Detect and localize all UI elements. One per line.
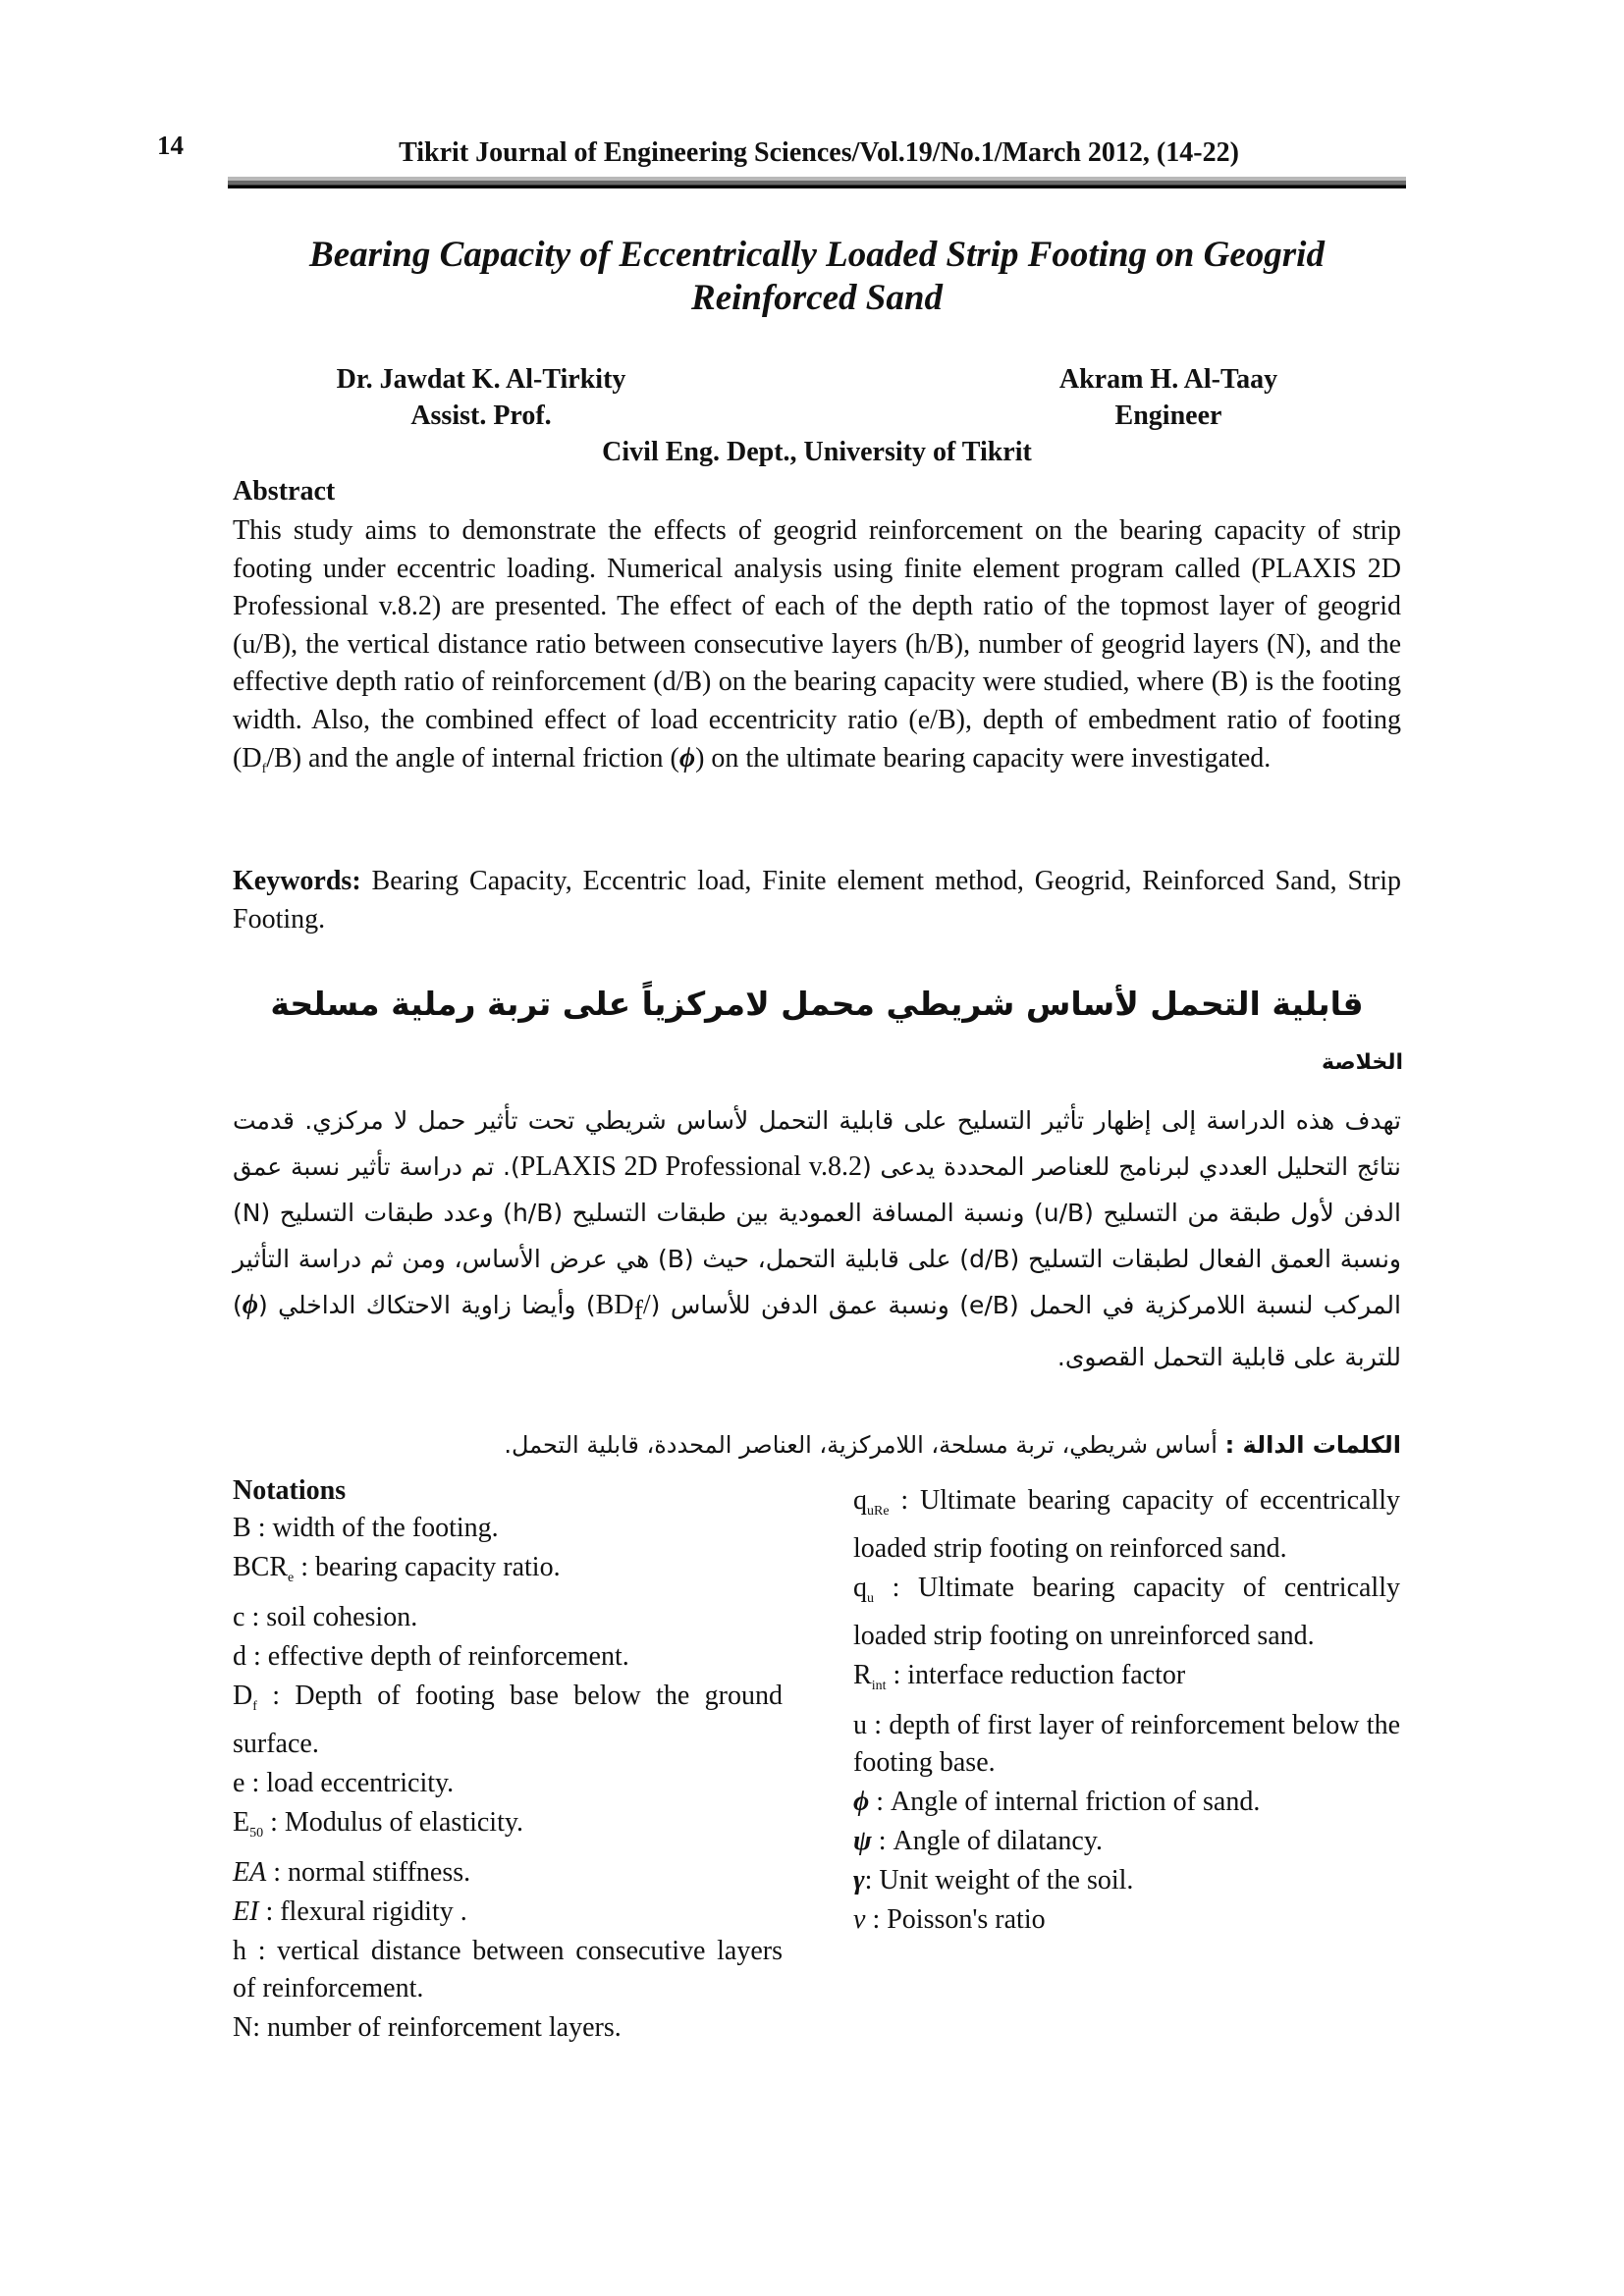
page-number: 14 (157, 131, 184, 160)
notation-symbol: q (853, 1485, 867, 1516)
notation-subscript: int (871, 1679, 887, 1693)
notation-item (233, 2009, 783, 2047)
arabic-program-name: PLAXIS 2D Professional v.8.2 (519, 1151, 862, 1182)
notation-symbol: d (233, 1641, 246, 1672)
arabic-abstract-heading: الخلاصة (1322, 1050, 1403, 1075)
author-role: Engineer (1114, 400, 1222, 431)
notations-left-column (233, 1472, 783, 2049)
notation-item (233, 1894, 783, 1931)
notation-definition: : width of the footing. (250, 1513, 499, 1543)
notation-symbol: D (233, 1681, 253, 1711)
notation-item (233, 1933, 783, 2007)
notation-item (233, 1765, 783, 1802)
notation-symbol: q (853, 1573, 867, 1603)
notation-symbol: BCR (233, 1552, 289, 1582)
abstract-body (233, 512, 1401, 788)
notation-symbol: EI (233, 1896, 259, 1927)
notation-definition: : bearing capacity ratio. (294, 1552, 561, 1582)
notation-item (853, 1784, 1400, 1821)
notation-item (233, 1510, 783, 1547)
notation-symbol: γ (853, 1865, 865, 1896)
notation-definition: : interface reduction factor (886, 1660, 1186, 1690)
notation-item (853, 1570, 1400, 1655)
notation-definition: : Angle of internal friction of sand. (869, 1787, 1261, 1817)
notation-definition: : Angle of dilatancy. (871, 1826, 1104, 1856)
running-head: Tikrit Journal of Engineering Sciences/Vol.19/No.1/March 2012, (14-22) (399, 137, 1239, 168)
affiliation: Civil Eng. Dept., University of Tikrit (602, 437, 1032, 467)
notation-item (853, 1657, 1400, 1705)
notation-subscript: f (252, 1699, 257, 1714)
arabic-df-symbol: /BD (595, 1290, 651, 1320)
notation-item (853, 1707, 1400, 1782)
notation-definition: : effective depth of reinforcement. (246, 1641, 629, 1672)
notation-definition: : Modulus of elasticity. (263, 1807, 524, 1838)
paper-title (228, 234, 1406, 320)
arabic-keywords-label: الكلمات الدالة : (1224, 1431, 1401, 1459)
notation-symbol: e (233, 1768, 245, 1798)
notation-definition: : depth of first layer of reinforcement below the footing base. (853, 1710, 1400, 1778)
title-line-1: Bearing Capacity of Eccentrically Loaded Strip Footing on Geogrid (309, 235, 1325, 275)
notation-item (853, 1823, 1400, 1860)
notation-definition: : load eccentricity. (244, 1768, 455, 1798)
notation-symbol: ψ (853, 1826, 872, 1856)
keywords-label: Keywords: (233, 866, 361, 896)
notation-definition: : soil cohesion. (244, 1602, 418, 1632)
notation-subscript: u (867, 1591, 874, 1606)
notation-symbol: ϕ (853, 1787, 870, 1817)
header-rule (228, 177, 1406, 188)
df-symbol: D (242, 742, 262, 774)
notation-symbol: c (233, 1602, 245, 1632)
notation-item (853, 1901, 1400, 1939)
notation-symbol: R (853, 1660, 872, 1690)
phi-symbol: ϕ (678, 742, 696, 774)
df-subscript: f (261, 761, 267, 776)
notation-definition: : Poisson's ratio (865, 1904, 1046, 1935)
arabic-phi-symbol: ϕ (242, 1290, 258, 1320)
abstract-text-2: /B) and the angle of internal friction ( (266, 742, 679, 774)
notation-symbol: EA (233, 1857, 267, 1888)
notation-symbol: B (233, 1513, 251, 1543)
notation-subscript: uRe (867, 1504, 890, 1519)
arabic-text-1: تهدف هذه الدراسة إلى إظهار تأثير التسليح على قابلية التحمل لأساس شريطي تحت تأثير حمل لا مركزي. قدمت نتائج التحليل العددي لبرنامج للعناصر المحددة يدعى ( (233, 1106, 1401, 1181)
notation-item (233, 1638, 783, 1676)
notation-definition: : Ultimate bearing capacity of eccentrically loaded strip footing on reinforced sand. (853, 1485, 1400, 1564)
notation-symbol: u (853, 1710, 867, 1740)
notation-item (233, 1549, 783, 1597)
notation-item (853, 1862, 1400, 1899)
notation-definition: : Depth of footing base below the ground surface. (233, 1681, 783, 1759)
notation-item (233, 1599, 783, 1636)
notation-definition: : vertical distance between consecutive layers of reinforcement. (233, 1936, 783, 2003)
arabic-text-2: ). تم دراسة تأثير نسبة عمق الدفن لأول طبقة من التسليح (u/B) ونسبة المسافة العمودية بين طبقات التسليح (h/B) وعدد طبقات التسليح (N) ونسبة العمق الفعال لطبقات التسليح (d/B) على قابلية التحمل، حيث (B) هي عرض الأساس، ومن ثم دراسة التأثير المركب لنسبة اللامركزية في الحمل (e/B) ونسبة عمق الدفن للأساس ( (233, 1152, 1401, 1319)
notation-subscript: 50 (249, 1826, 264, 1841)
author-name: Akram H. Al-Taay (1058, 364, 1278, 395)
abstract-text-1: This study aims to demonstrate the effects of geogrid reinforcement on the bearing capacity of strip footing under eccentric loading. Numerical analysis using finite element program called (PLAXIS 2D Professional v.8.2) are presented. The effect of each of the depth ratio of the topmost layer of geogrid (u/B), the vertical distance ratio between consecutive layers (h/B), number of geogrid layers (N), and the effective depth ratio of reinforcement (d/B) on the bearing capacity were studied, where (B) is the footing width. Also, the combined effect of load eccentricity ratio (e/B), depth of embedment ratio of footing ( (233, 515, 1401, 774)
abstract-heading: Abstract (233, 476, 336, 507)
notation-definition: : Ultimate bearing capacity of centrically loaded strip footing on unreinforced sand. (853, 1573, 1400, 1651)
arabic-abstract-body (233, 1097, 1401, 1380)
notation-item (233, 1854, 783, 1892)
title-line-2: Reinforced Sand (691, 278, 943, 318)
notations-right-column (853, 1482, 1400, 1941)
arabic-keywords (233, 1431, 1401, 1459)
notation-symbol: h (233, 1936, 246, 1966)
notations-heading: Notations (233, 1475, 347, 1506)
notation-subscript: e (288, 1571, 295, 1585)
author-2 (992, 361, 1345, 434)
author-name: Dr. Jawdat K. Al-Tirkity (336, 364, 626, 395)
notations-list-right (853, 1482, 1400, 1939)
notation-symbol: N (233, 2012, 253, 2043)
author-role: Assist. Prof. (410, 400, 552, 431)
arabic-text-3: ) وأيضا زاوية الاحتكاك الداخلي ( (257, 1291, 596, 1319)
notations-list-left (233, 1510, 783, 2047)
arabic-df-subscript: f (633, 1296, 643, 1326)
notation-definition: : number of reinforcement layers. (252, 2012, 622, 2043)
arabic-keywords-text: أساس شريطي، تربة مسلحة، اللامركزية، العناصر المحددة، قابلية التحمل. (504, 1431, 1225, 1459)
notation-symbol: ν (853, 1904, 866, 1935)
abstract-text-3: ) on the ultimate bearing capacity were investigated. (695, 742, 1272, 774)
notation-definition: : normal stiffness. (266, 1857, 471, 1888)
keywords-text: Bearing Capacity, Eccentric load, Finite element method, Geogrid, Reinforced Sand, Strip Footing. (233, 866, 1401, 934)
arabic-text-4: ) للتربة على قابلية التحمل القصوى. (233, 1291, 1401, 1371)
notation-item (853, 1482, 1400, 1568)
notation-item (233, 1804, 783, 1852)
notation-symbol: E (233, 1807, 250, 1838)
keywords (233, 863, 1401, 938)
author-1 (285, 361, 677, 434)
notation-definition: : Unit weight of the soil. (864, 1865, 1134, 1896)
notation-definition: : flexural rigidity . (258, 1896, 467, 1927)
arabic-title: قابلية التحمل لأساس شريطي محمل لامركزياً على تربة رملية مسلحة (270, 985, 1364, 1023)
notation-item (233, 1678, 783, 1763)
